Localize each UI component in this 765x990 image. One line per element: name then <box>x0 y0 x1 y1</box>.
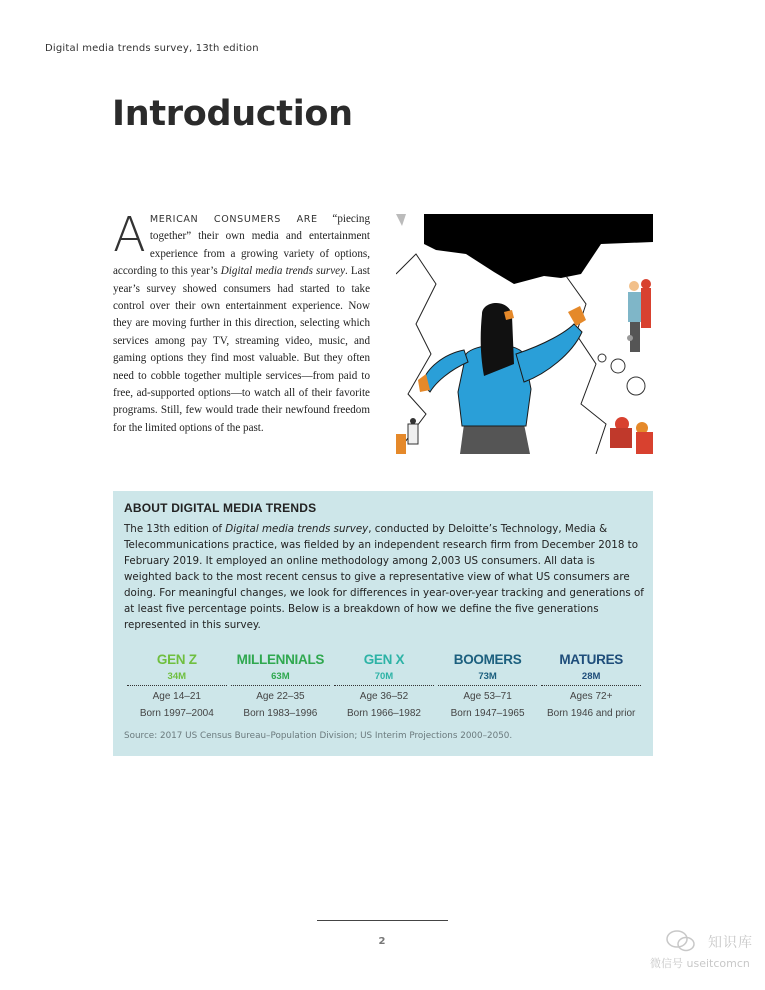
generation-age: Age 36–52 <box>359 691 409 702</box>
source-note: Source: 2017 US Census Bureau–Population Division; US Interim Projections 2000–2050. <box>124 731 513 741</box>
generation-divider <box>541 685 641 686</box>
page-number: 2 <box>378 936 386 947</box>
generation-born: Born 1997–2004 <box>139 708 214 719</box>
about-body-start: The 13th edition of <box>124 523 226 535</box>
generation-column <box>539 651 643 723</box>
generation-name: GEN Z <box>156 652 197 667</box>
intro-part2: . Last year’s survey showed consumers had started to take control over their own entertainment experience. Now they are moving further in this direction, selecting which services among pay TV, streaming video, music, and gaming options they find most valuable. But they often need to cobble together multiple services—from paid to free, ad-supported options—to watch all of their favorite programs. Still, few would trade their newfound freedom for the limited options of the past. <box>113 265 370 434</box>
watermark-title: 知识库 <box>708 935 753 951</box>
generation-column <box>436 651 540 723</box>
page-title: Introduction <box>112 94 353 134</box>
generation-divider <box>127 685 227 686</box>
generation-divider <box>231 685 331 686</box>
generation-column <box>229 651 333 723</box>
intro-paragraph <box>113 207 370 437</box>
generation-population: 70M <box>374 671 394 682</box>
generation-age: Ages 72+ <box>569 691 613 702</box>
generation-population: 34M <box>167 671 187 682</box>
figure-skirt <box>460 424 530 454</box>
about-body-title: Digital media trends survey <box>225 523 369 535</box>
generation-age: Age 53–71 <box>463 691 512 702</box>
generation-age: Age 14–21 <box>152 691 201 702</box>
generation-population: 73M <box>478 671 497 682</box>
running-head: Digital media trends survey, 13th edition <box>45 43 259 54</box>
generation-born: Born 1983–1996 <box>243 708 318 719</box>
generation-born: Born 1946 and prior <box>546 708 636 719</box>
wechat-icon <box>666 930 696 952</box>
illustration <box>396 214 653 454</box>
generation-name: MATURES <box>559 652 623 667</box>
about-body-rest: , conducted by Deloitte’s Technology, Media & Telecommunications practice, was fielded by an independent research firm from December 2018 to February 2019. It employed an online methodology among 2,003 US consumers. All data is weighted back to the most recent census to give a representative view of what US consumers are doing. For meaningful changes, we look for differences in year-over-year tracking and generations of at least five percentage points. Below is a breakdown of how we define the five generations represented in this survey. <box>124 523 644 631</box>
about-body <box>124 521 644 633</box>
watermark-subtitle: 微信号 useitcomcn <box>650 957 750 970</box>
intro-survey-title: Digital media trends survey <box>220 265 345 278</box>
generation-name: MILLENNIALS <box>236 652 325 667</box>
generation-born: Born 1947–1965 <box>450 708 525 719</box>
generation-column <box>332 651 436 723</box>
generation-name: GEN X <box>363 652 405 667</box>
about-heading: ABOUT DIGITAL MEDIA TRENDS <box>124 501 317 515</box>
about-digital-media-trends-box <box>113 491 653 756</box>
generation-population: 28M <box>581 671 601 682</box>
generation-column <box>125 651 229 723</box>
generation-divider <box>334 685 434 686</box>
footer-divider <box>317 920 448 921</box>
generation-age: Age 22–35 <box>256 691 305 702</box>
intro-part1: “piecing together” their own media and entertainment experience from a growing variety of options, according to this year’s <box>113 213 370 278</box>
dropcap: A <box>113 207 146 263</box>
generations-table <box>125 651 643 723</box>
generation-population: 63M <box>271 671 290 682</box>
generation-born: Born 1966–1982 <box>347 708 421 719</box>
watermark <box>650 930 760 974</box>
intro-lead: MERICAN CONSUMERS ARE <box>149 214 318 225</box>
generation-divider <box>438 685 538 686</box>
generation-name: BOOMERS <box>453 652 522 667</box>
illustration-art <box>396 214 653 454</box>
